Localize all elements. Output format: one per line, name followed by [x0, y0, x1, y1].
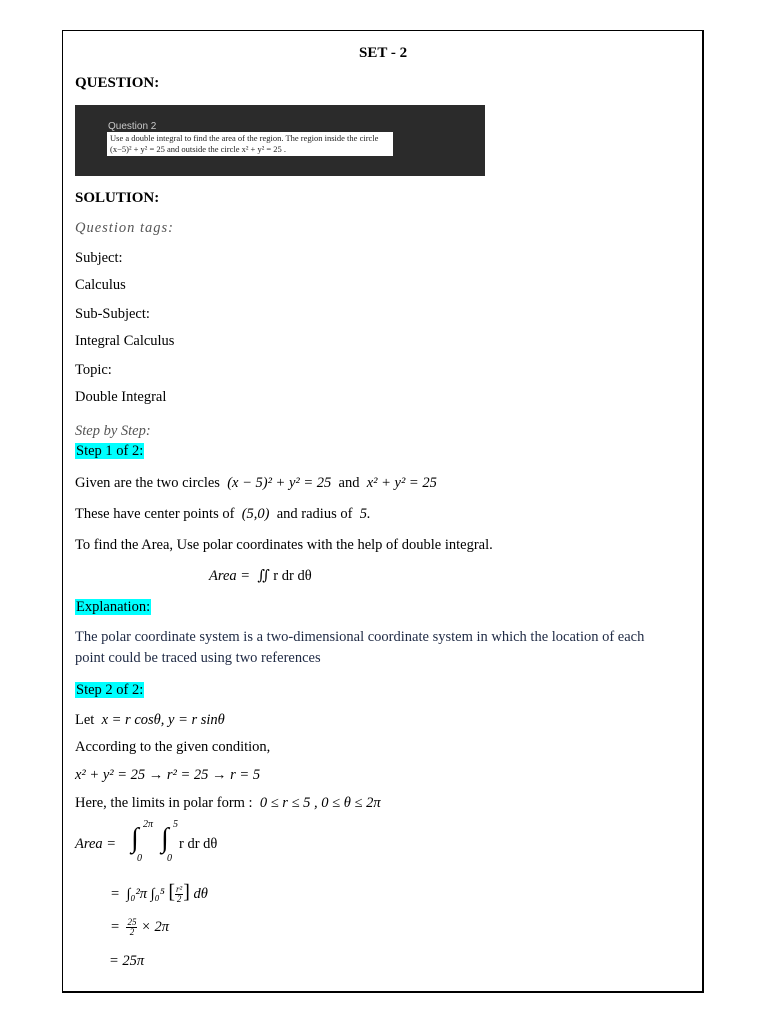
subject-label: Subject:	[75, 250, 123, 266]
according-line: According to the given condition,	[75, 739, 271, 755]
line3-fraction	[126, 918, 137, 937]
area-expr: ∬ r dr dθ	[257, 568, 312, 584]
area-label: Area =	[209, 568, 251, 584]
line2-frac-num: r²	[176, 884, 183, 895]
given-eq1: (x − 5)² + y² = 25	[227, 475, 332, 491]
solution-heading: SOLUTION:	[75, 190, 160, 206]
let-line	[75, 712, 225, 729]
limits-text: Here, the limits in polar form :	[75, 795, 253, 811]
center-value: (5,0)	[241, 506, 270, 522]
step2-highlight: Step 2 of 2:	[76, 682, 144, 698]
line3-rest: × 2π	[141, 918, 169, 935]
step-by-step-label: Step by Step:	[75, 423, 151, 439]
question-image-text-box	[107, 132, 393, 156]
given-text: Given are the two circles	[75, 475, 220, 491]
integral-sign-inner: ∫	[161, 823, 169, 854]
area-intro: To find the Area, Use polar coordinates with the help of double integral.	[75, 537, 493, 553]
polar-equation: x² + y² = 25 → r² = 25 → r = 5	[75, 767, 261, 783]
integral-sign-outer: ∫	[131, 823, 139, 854]
explanation-highlight: Explanation:	[76, 599, 151, 615]
explanation-heading	[75, 599, 151, 616]
double-integral	[129, 821, 249, 865]
step2-heading	[75, 682, 144, 699]
final-answer: = 25π	[109, 953, 145, 969]
line2-equals: =	[111, 886, 120, 902]
document-page	[62, 30, 704, 993]
int-lower-inner: 0	[167, 853, 172, 864]
line3-equals: =	[111, 918, 120, 935]
line2-bracket-open: [	[168, 881, 176, 903]
integrand: r dr dθ	[179, 836, 218, 852]
area-formula	[209, 568, 312, 585]
question-image-title: Question 2	[108, 121, 157, 132]
limits-expr: 0 ≤ r ≤ 5 , 0 ≤ θ ≤ 2π	[259, 795, 381, 811]
limits-line	[75, 795, 381, 812]
area2-label	[75, 836, 116, 853]
step1-heading	[75, 443, 144, 460]
let-expr: x = r cosθ, y = r sinθ	[101, 712, 225, 728]
explanation-line1: The polar coordinate system is a two-dimensional coordinate system in which the location of each	[75, 629, 645, 645]
topic-value: Double Integral	[75, 389, 167, 405]
step-line2	[111, 881, 208, 904]
line2-frac-den: 2	[176, 894, 182, 905]
line2-bracket-close: ]	[183, 881, 190, 903]
let-word: Let	[75, 712, 95, 728]
explanation-line2: point could be traced using two references	[75, 650, 321, 666]
given-eq2: x² + y² = 25	[366, 475, 437, 491]
int-upper-inner: 5	[173, 819, 178, 830]
center-line	[75, 506, 371, 523]
int-upper-outer: 2π	[143, 819, 154, 830]
set-title: SET - 2	[359, 45, 408, 61]
question-image-line1: Use a double integral to find the area of the region. The region inside the circle	[110, 133, 379, 143]
question-heading: QUESTION:	[75, 75, 160, 91]
int-lower-outer: 0	[137, 853, 142, 864]
radius-value: 5.	[359, 506, 371, 522]
center-text: These have center points of	[75, 506, 235, 522]
subsubject-label: Sub-Subject:	[75, 306, 150, 322]
line2-dtheta: dθ	[193, 886, 208, 902]
line3-frac-num: 25	[127, 917, 137, 927]
step-line3	[111, 918, 169, 937]
subsubject-value: Integral Calculus	[75, 333, 175, 349]
line3-frac-den: 2	[129, 927, 135, 937]
given-line	[75, 475, 437, 492]
question-image-line2: (x−5)² + y² = 25 and outside the circle x² + y² = 25 .	[110, 144, 287, 154]
step1-highlight: Step 1 of 2:	[76, 443, 144, 459]
radius-text: and radius of	[276, 506, 353, 522]
and-word: and	[338, 475, 360, 491]
question-tags-label: Question tags:	[75, 220, 174, 236]
topic-label: Topic:	[75, 362, 112, 378]
area2-label-text: Area =	[75, 836, 117, 852]
line2-integrals: ∫₀²π ∫₀⁵	[126, 886, 165, 902]
subject-value: Calculus	[75, 277, 126, 293]
question-image	[75, 105, 485, 176]
